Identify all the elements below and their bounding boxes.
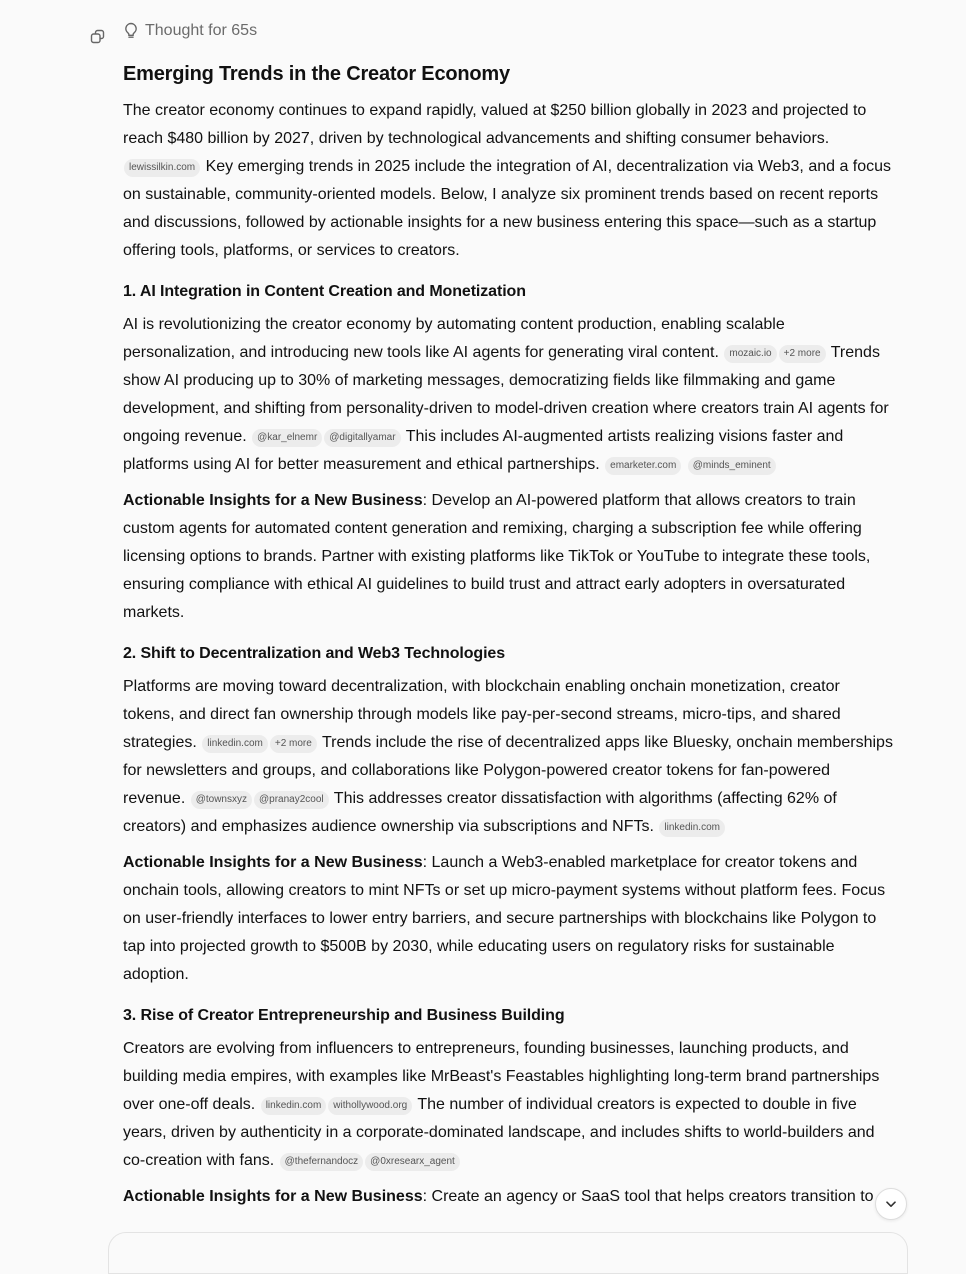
citation-chip[interactable]: @0xresearx_agent bbox=[365, 1153, 460, 1171]
citation-more-chip[interactable]: +2 more bbox=[270, 735, 317, 753]
insight-label: Actionable Insights for a New Business bbox=[123, 492, 423, 509]
citation-chip[interactable]: @townsxyz bbox=[191, 791, 252, 809]
insight-paragraph: Actionable Insights for a New Business: Create an agency or SaaS tool that helps creators transition to bbox=[123, 1188, 874, 1205]
thought-label: Thought for 65s bbox=[145, 22, 258, 39]
citation-chip[interactable]: linkedin.com bbox=[659, 819, 725, 837]
thought-toggle[interactable] bbox=[123, 20, 257, 42]
section-heading: 1. AI Integration in Content Creation and Monetization bbox=[123, 283, 526, 300]
citation-chip[interactable]: lewissilkin.com bbox=[124, 159, 200, 177]
citation-chip[interactable]: @thefernandocz bbox=[280, 1153, 364, 1171]
intro-paragraph: The creator economy continues to expand rapidly, valued at $250 billion globally in 2023 and projected to reach $480 billion by 2027, driven by technological advancements and shifting consumer behaviors. lewissilkin.com Key emerging trends in 2025 include the integration of AI, decentralization via Web3, and a focus on sustainable, community-oriented models. Below, I analyze six prominent trends based on recent reports and discussions, followed by actionable insights for a new business entering this space—such as a startup offering tools, platforms, or services to creators. bbox=[123, 102, 892, 259]
insight-label: Actionable Insights for a New Business bbox=[123, 854, 423, 871]
section-paragraph: Creators are evolving from influencers to entrepreneurs, founding businesses, launching products, and building media empires, with examples like MrBeast's Feastables highlighting long-term brand partnerships over one-off deals. linkedin.com withollywood.org The number of individual creators is expected to double in five years, driven by authenticity in a corporate-dominated landscape, and includes shifts to world-builders and co-creation with fans. @thefernandocz @0xresearx_agent bbox=[123, 1040, 880, 1169]
citation-chip[interactable]: mozaic.io bbox=[724, 345, 776, 363]
response-content bbox=[123, 56, 893, 1219]
insight-paragraph: Actionable Insights for a New Business: Develop an AI-powered platform that allows creators to train custom agents for automated content generation and remixing, charging a subscription fee while offering licensing options to brands. Partner with existing platforms like TikTok or YouTube to integrate these tools, ensuring compliance with ethical AI guidelines to build trust and attract early adopters in oversaturated markets. bbox=[123, 492, 871, 621]
lightbulb-icon bbox=[123, 22, 139, 40]
citation-chip[interactable]: @pranay2cool bbox=[254, 791, 329, 809]
citation-chip[interactable]: @minds_eminent bbox=[688, 457, 776, 475]
section-paragraph: AI is revolutionizing the creator economy by automating content production, enabling scalable personalization, and introducing new tools like AI agents for generating viral content. mozaic.io +2 more Trends show AI producing up to 30% of marketing messages, democratizing fields like filmmaking and game development, and shifting from personality-driven to model-driven creation where creators train AI agents for ongoing revenue. @kar_elnemr @digitallyamar This includes AI-augmented artists realizing visions faster and platforms using AI for better measurement and ethical partnerships. emarketer.com @minds_eminent bbox=[123, 316, 889, 473]
section-paragraph: Platforms are moving toward decentralization, with blockchain enabling onchain monetization, creator tokens, and direct fan ownership through models like pay-per-second streams, micro-tips, and shared strategies. linkedin.com +2 more Trends include the rise of decentralized apps like Bluesky, onchain memberships for newsletters and groups, and collaborations like Polygon-powered creator tokens for fan-powered revenue. @townsxyz @pranay2cool This addresses creator dissatisfaction with algorithms (affecting 62% of creators) and emphasizes audience ownership via subscriptions and NFTs. linkedin.com bbox=[123, 678, 893, 835]
citation-chip[interactable]: @kar_elnemr bbox=[252, 429, 322, 447]
chevron-down-icon bbox=[884, 1197, 898, 1211]
citation-chip[interactable]: linkedin.com bbox=[261, 1097, 327, 1115]
copy-icon[interactable] bbox=[90, 29, 106, 45]
citation-chip[interactable]: emarketer.com bbox=[605, 457, 681, 475]
insight-label: Actionable Insights for a New Business bbox=[123, 1188, 423, 1205]
citation-chip[interactable]: linkedin.com bbox=[202, 735, 268, 753]
insight-paragraph: Actionable Insights for a New Business: Launch a Web3-enabled marketplace for creator tokens and onchain tools, allowing creators to mint NFTs or set up micro-payment systems without platform fees. Focus on user-friendly interfaces to lower entry barriers, and secure partnerships with blockchains like Polygon to tap into projected growth to $500B by 2030, while educating users on regulatory risks for sustainable adoption. bbox=[123, 854, 886, 983]
citation-chip[interactable]: withollywood.org bbox=[328, 1097, 412, 1115]
response-title: Emerging Trends in the Creator Economy bbox=[123, 63, 510, 85]
message-composer[interactable] bbox=[108, 1232, 908, 1274]
citation-more-chip[interactable]: +2 more bbox=[779, 345, 826, 363]
section-heading: 2. Shift to Decentralization and Web3 Technologies bbox=[123, 645, 506, 662]
scroll-to-bottom-button[interactable] bbox=[875, 1188, 907, 1220]
citation-chip[interactable]: @digitallyamar bbox=[324, 429, 400, 447]
section-heading: 3. Rise of Creator Entrepreneurship and Business Building bbox=[123, 1007, 565, 1024]
